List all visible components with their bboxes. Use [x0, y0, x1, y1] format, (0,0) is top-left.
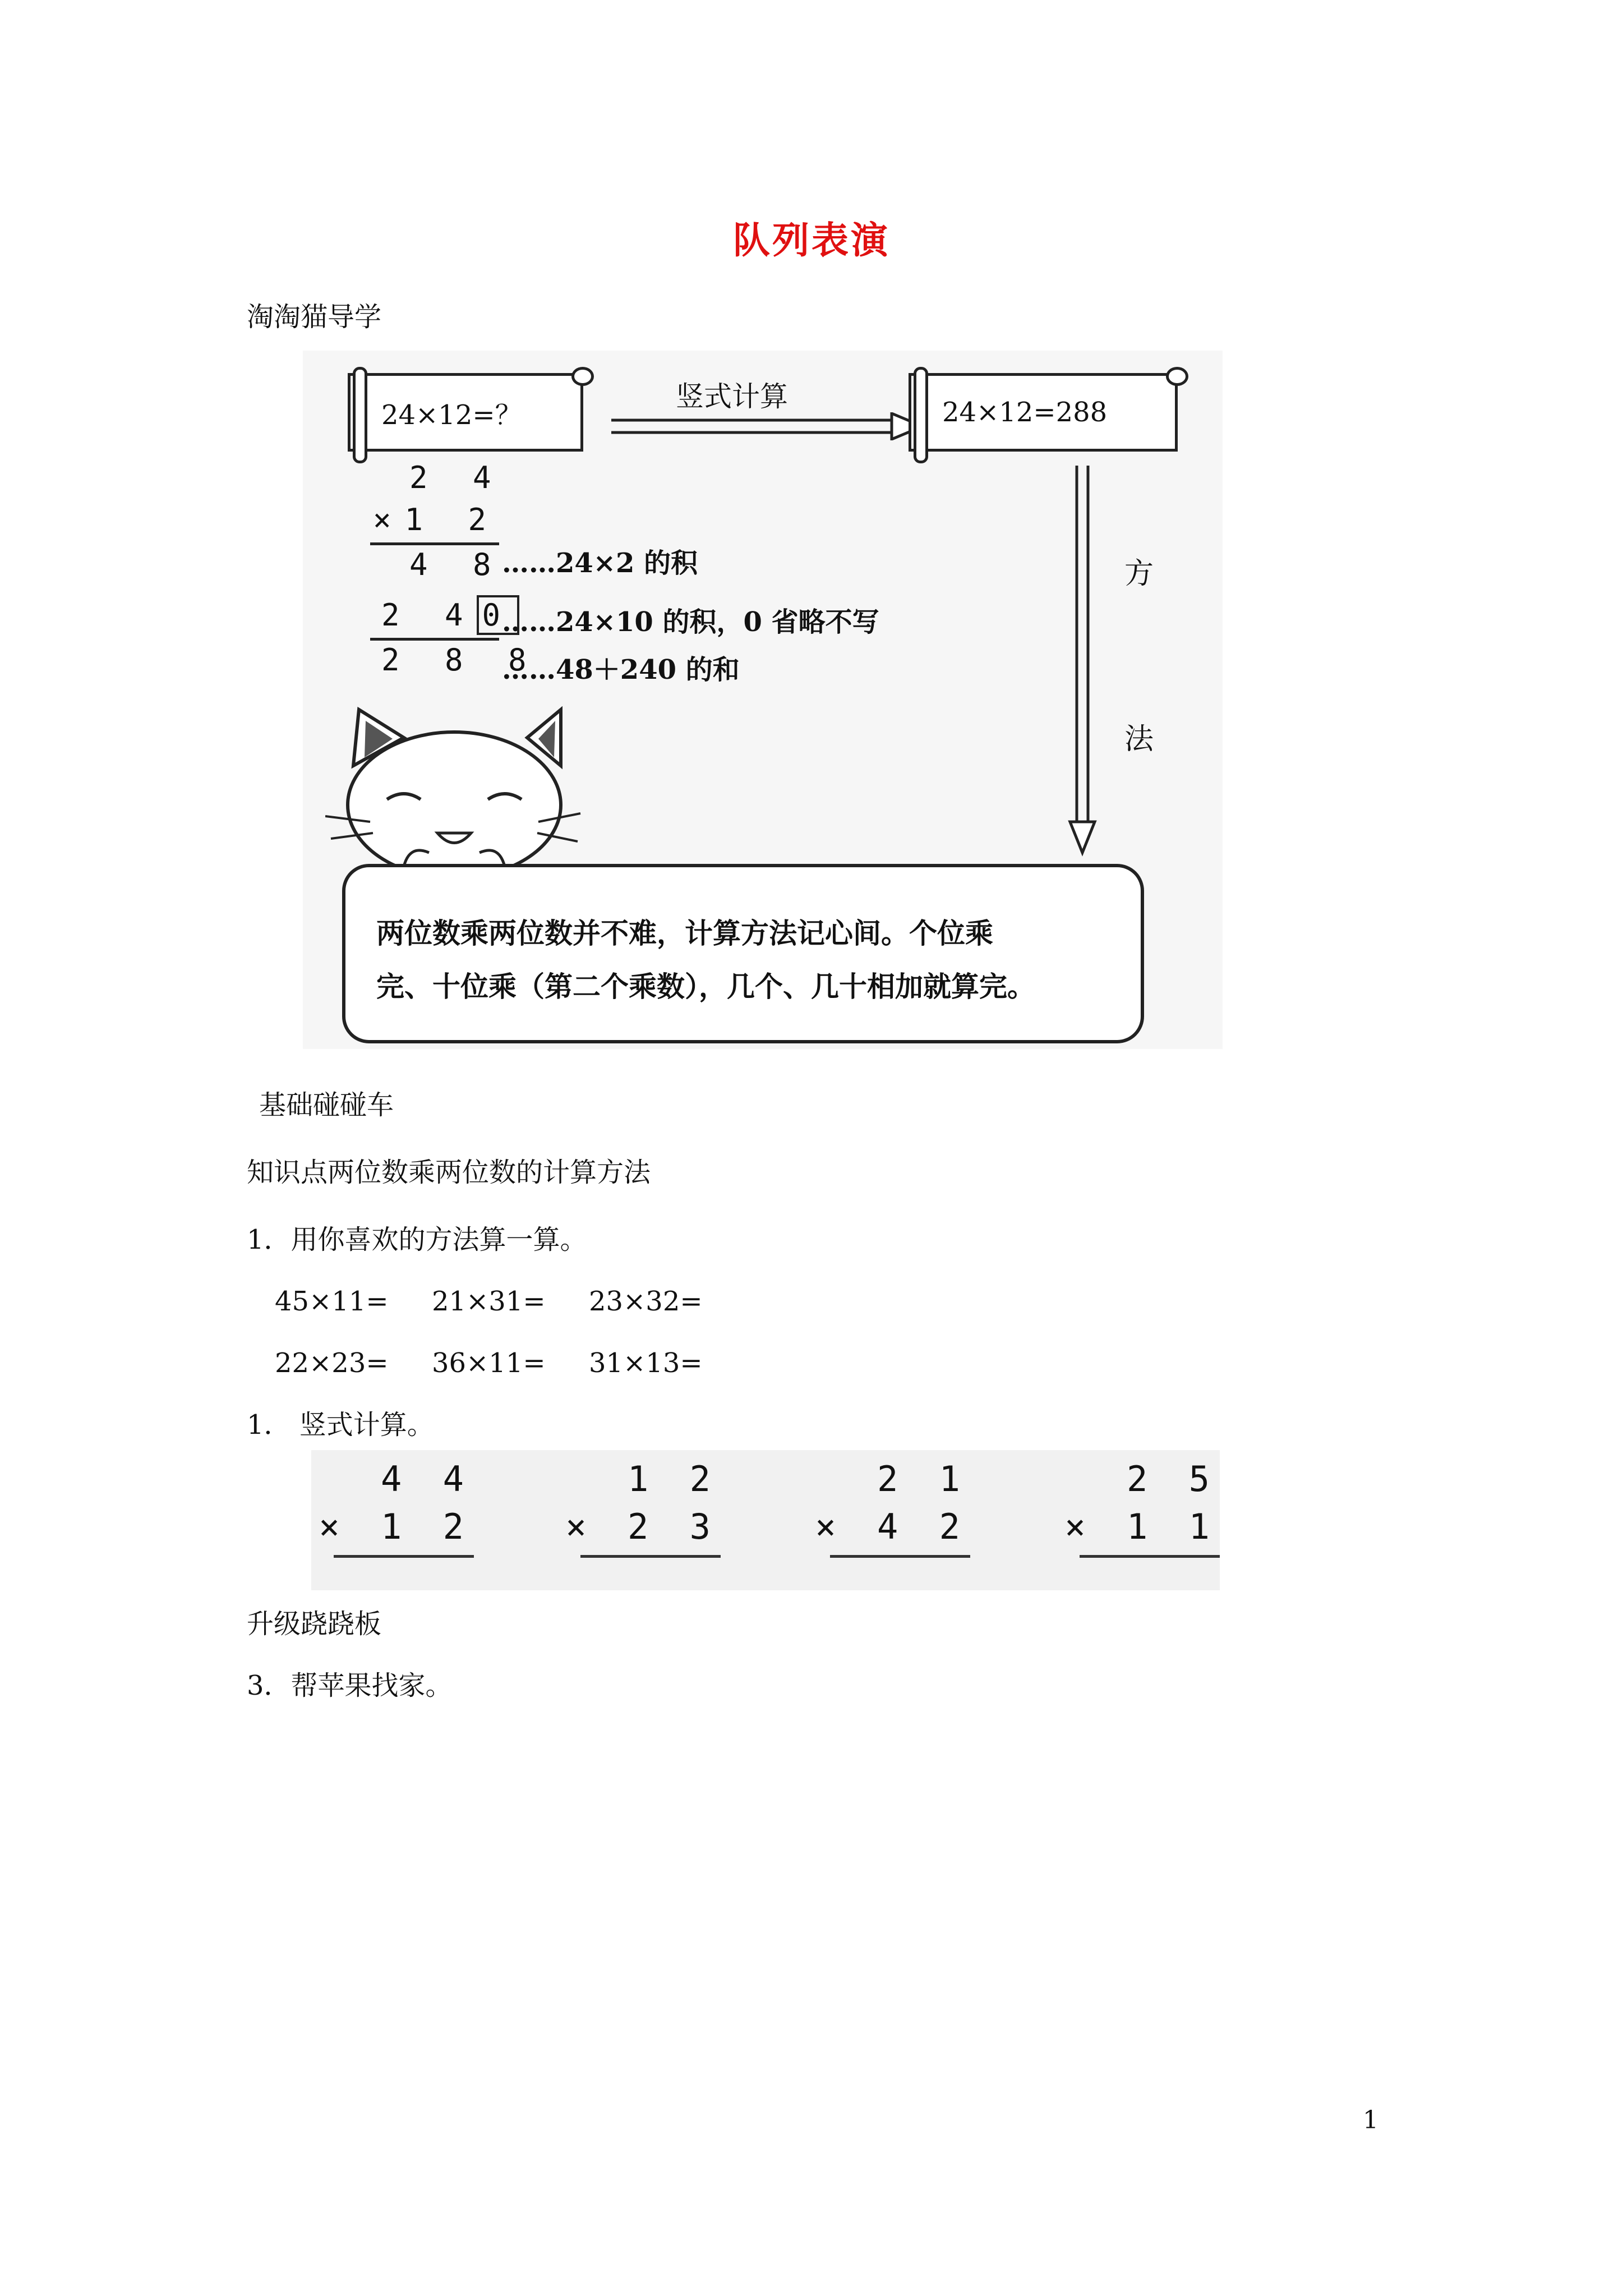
- question-1: 1．用你喜欢的方法算一算。: [247, 1224, 587, 1255]
- note-1: ……24×2 的积: [502, 547, 698, 579]
- vertical-problem-2: [565, 1458, 721, 1565]
- problem-scroll: [348, 373, 583, 452]
- calc-partial-2: [381, 597, 519, 633]
- side-label-method-1: 方: [1124, 557, 1154, 591]
- problem-text: 24×12=？: [381, 399, 522, 431]
- page-number: 1: [1363, 2106, 1378, 2134]
- vp-rule: [1080, 1555, 1220, 1558]
- cat-mascot-icon: [325, 698, 583, 884]
- vp-rule: [830, 1555, 970, 1558]
- tip-line-1: 两位数乘两位数并不难，计算方法记心间。个位乘: [376, 917, 993, 950]
- exercise-2-1: 22×23=: [275, 1347, 389, 1379]
- calc-multiplier: ×1 2: [373, 502, 500, 537]
- section-upgrade-heading: 升级跷跷板: [247, 1608, 382, 1640]
- exercise-1-1: 45×11=: [275, 1286, 389, 1317]
- question-2: 1． 竖式计算。: [247, 1409, 434, 1441]
- vertical-problems-strip: [311, 1450, 1220, 1590]
- omitted-zero-box: 0: [477, 595, 520, 635]
- calc-partial-2-digits: 2 4: [381, 597, 477, 633]
- calc-partial-1: 4 8: [409, 547, 505, 582]
- vp-top: 2 1: [877, 1458, 970, 1499]
- answer-scroll: [909, 373, 1178, 452]
- side-label-method-2: 法: [1124, 723, 1154, 756]
- calc-result: 2 8 8: [381, 642, 540, 678]
- vertical-problem-1: [319, 1458, 474, 1565]
- vp-top: 2 5: [1127, 1458, 1220, 1499]
- calc-rule-1: [370, 542, 499, 545]
- page-title: 队列表演: [733, 219, 890, 262]
- vertical-problem-4: [1064, 1458, 1220, 1565]
- vertical-problem-3: [815, 1458, 970, 1565]
- tip-line-2: 完、十位乘（第二个乘数），几个、几十相加就算完。: [376, 970, 1035, 1003]
- vp-top: 4 4: [381, 1458, 474, 1499]
- vp-rule: [580, 1555, 721, 1558]
- vp-top: 1 2: [628, 1458, 721, 1499]
- note-2: ……24×10 的积，0 省略不写: [502, 606, 879, 638]
- calc-rule-2: [370, 638, 499, 641]
- vp-rule: [334, 1555, 474, 1558]
- knowledge-point: 知识点两位数乘两位数的计算方法: [247, 1157, 651, 1188]
- vp-bottom: × 2 3: [565, 1506, 721, 1547]
- vp-bottom: × 1 2: [319, 1506, 474, 1547]
- tip-speech-bubble: [342, 864, 1144, 1043]
- answer-text: 24×12=288: [942, 397, 1108, 428]
- section-basic-heading: 基础碰碰车: [259, 1089, 394, 1121]
- exercise-2-3: 31×13=: [589, 1347, 703, 1379]
- exercise-1-2: 21×31=: [432, 1286, 546, 1317]
- down-arrow-icon: [1066, 466, 1099, 858]
- exercise-1-3: 23×32=: [589, 1286, 703, 1317]
- section-guide-heading: 淘淘猫导学: [247, 301, 382, 333]
- right-arrow-icon: [611, 412, 925, 440]
- vp-bottom: × 1 1: [1064, 1506, 1220, 1547]
- question-3: 3．帮苹果找家。: [247, 1670, 453, 1701]
- method-illustration: [303, 351, 1223, 1049]
- arrow-label: 竖式计算: [676, 380, 788, 413]
- note-3: ……48＋240 的和: [502, 654, 740, 685]
- calc-top: 2 4: [409, 460, 505, 495]
- exercise-2-2: 36×11=: [432, 1347, 546, 1379]
- vp-bottom: × 4 2: [815, 1506, 970, 1547]
